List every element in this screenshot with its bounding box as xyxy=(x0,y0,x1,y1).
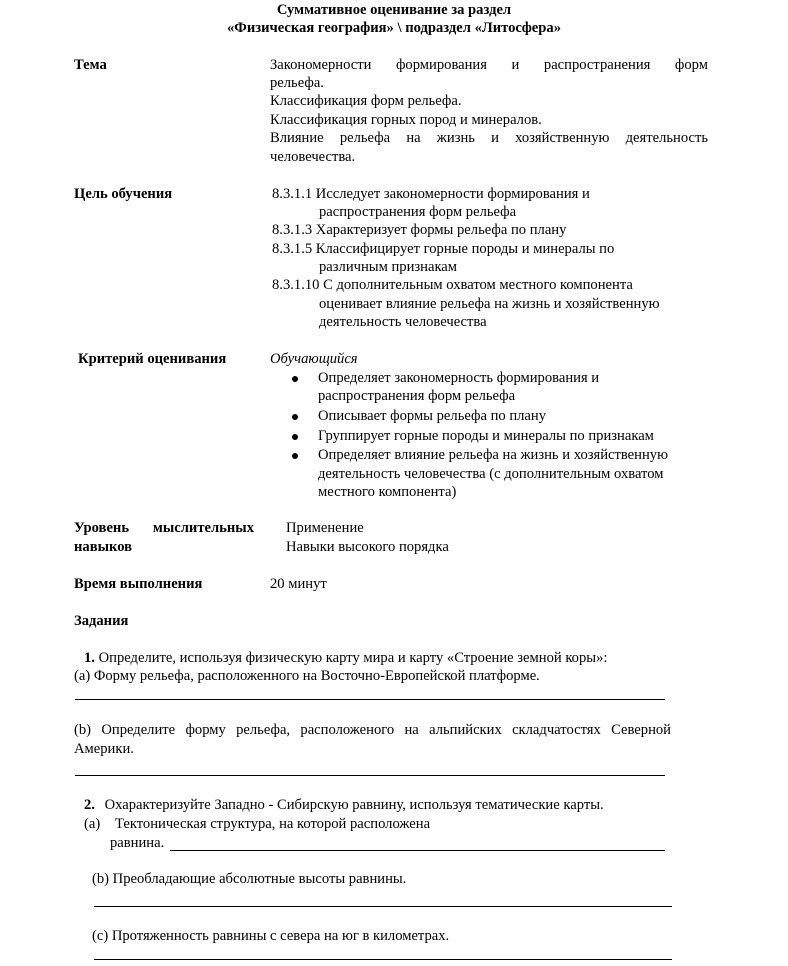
theme-line-4: Классификация горных пород и минералов. xyxy=(270,112,542,128)
criteria-line-4: Группирует горные породы и минералы по признакам xyxy=(318,428,654,444)
theme-line-2: рельефа. xyxy=(270,75,324,91)
goal-line-2: распространения форм рельефа xyxy=(319,204,517,220)
bullet-icon xyxy=(292,453,298,459)
criteria-label: Критерий оценивания xyxy=(78,351,227,367)
goal-line-5: различным признакам xyxy=(319,259,458,275)
task2-header xyxy=(84,797,604,814)
skills-value-2: Навыки высокого порядка xyxy=(286,539,449,555)
criteria-line-1: Определяет закономерность формирования и xyxy=(318,370,600,386)
criteria-line-2: распространения форм рельефа xyxy=(318,388,516,404)
task2-b-answer-line[interactable] xyxy=(94,906,672,907)
skills-value-1: Применение xyxy=(286,520,364,536)
theme-line-1: Закономерности формирования и распространения форм xyxy=(270,57,708,73)
criteria-line-7: местного компонента) xyxy=(318,484,457,500)
skills-label-line2: навыков xyxy=(74,539,133,555)
goals-label: Цель обучения xyxy=(74,186,173,202)
criteria-intro: Обучающийся xyxy=(270,351,358,367)
criteria-line-3: Описывает формы рельефа по плану xyxy=(318,408,547,424)
task1-a-answer-line[interactable] xyxy=(75,699,665,700)
time-value: 20 минут xyxy=(270,576,327,592)
goal-line-6: 8.3.1.10 С дополнительным охватом местного компонента xyxy=(272,277,633,293)
task2-a-line1: Тектоническая структура, на которой расположена xyxy=(115,816,431,832)
task2-text: Охарактеризуйте Западно - Сибирскую равнину, используя тематические карты. xyxy=(104,797,604,813)
theme-label: Тема xyxy=(74,57,107,73)
theme-line-5: Влияние рельефа на жизнь и хозяйственную деятельность xyxy=(270,130,708,146)
task2-c-answer-line[interactable] xyxy=(94,959,672,960)
criteria-line-5: Определяет влияние рельефа на жизнь и хозяйственную xyxy=(318,447,668,463)
task2-b-text: (b) Преобладающие абсолютные высоты равнины. xyxy=(92,871,407,887)
theme-line-6: человечества. xyxy=(270,149,356,165)
goal-line-1: 8.3.1.1 Исследует закономерности формирования и xyxy=(272,186,590,202)
goal-line-4: 8.3.1.5 Классифицирует горные породы и минералы по xyxy=(272,241,615,257)
task2-a-line2: равнина. xyxy=(110,835,165,851)
criteria-line-6: деятельность человечества (с дополнительным охватом xyxy=(318,466,664,482)
goal-line-3: 8.3.1.3 Характеризует формы рельефа по плану xyxy=(272,222,567,238)
theme-line-3: Классификация форм рельефа. xyxy=(270,93,462,109)
goal-line-8: деятельность человечества xyxy=(319,314,487,330)
task2-a-answer-line[interactable] xyxy=(170,850,665,851)
task2-a-marker: (a) xyxy=(84,816,101,832)
task2-c-text: (c) Протяженность равнины с севера на юг в километрах. xyxy=(92,928,450,944)
bullet-icon xyxy=(292,414,298,420)
page-title-line1: Суммативное оценивание за раздел xyxy=(276,2,512,18)
skills-label-line1: Уровень мыслительных xyxy=(74,520,254,536)
task1-a-text: (a) Форму рельефа, расположенного на Восточно-Европейской платформе. xyxy=(74,668,540,684)
task1-b-answer-line[interactable] xyxy=(75,775,665,776)
tasks-heading: Задания xyxy=(74,613,129,629)
bullet-icon xyxy=(292,434,298,440)
page-title-line2: «Физическая география» \ подраздел «Литосфера» xyxy=(226,20,561,36)
task2-number: 2. xyxy=(84,797,95,813)
time-label: Время выполнения xyxy=(74,576,203,592)
task1-header xyxy=(84,650,607,667)
task1-b-line2: Америки. xyxy=(74,741,134,757)
task1-number: 1. xyxy=(84,650,95,666)
goal-line-7: оценивает влияние рельефа на жизнь и хозяйственную xyxy=(319,296,660,312)
task1-text: Определите, используя физическую карту мира и карту «Строение земной коры»: xyxy=(98,650,608,666)
task1-b-line1: (b) Определите форму рельефа, расположеного на альпийских складчатостях Северной xyxy=(74,722,671,738)
bullet-icon xyxy=(292,376,298,382)
